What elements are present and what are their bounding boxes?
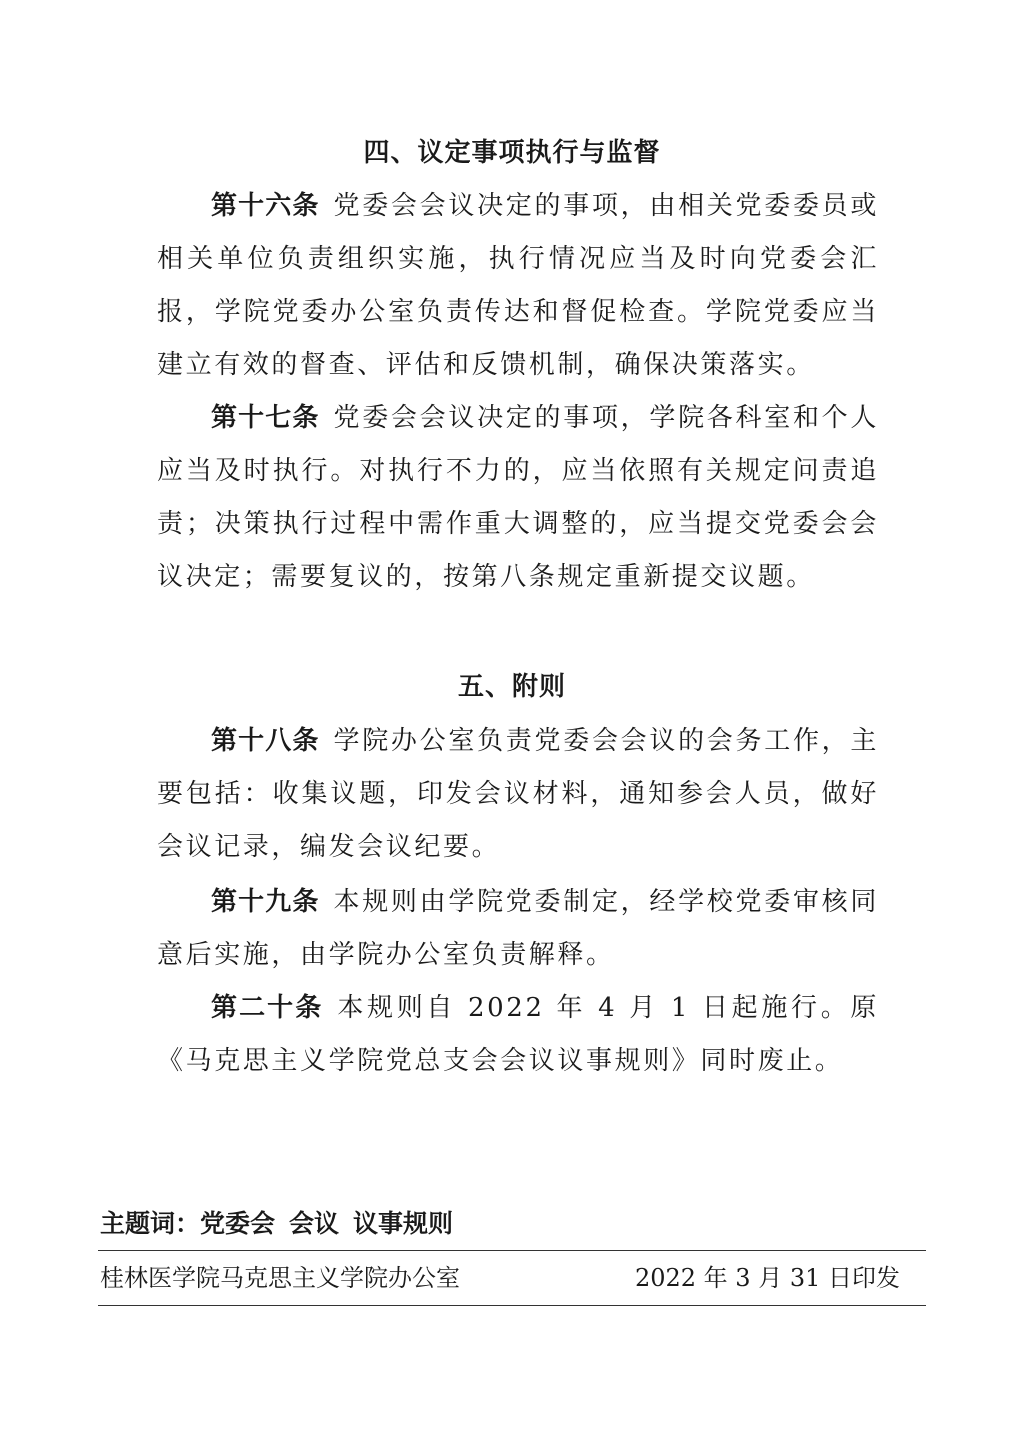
issue-date: 2022 年 3 月 31 日印发 [634,1264,900,1292]
article-17 [157,392,879,604]
article-18 [157,715,879,874]
article-label: 第二十条 [211,993,324,1023]
footer-divider-bottom [98,1305,926,1306]
keyword: 会议 [289,1209,340,1238]
section-heading-supplementary: 五、附则 [457,672,566,702]
issuance-line [100,1258,900,1298]
article-16 [157,180,879,392]
section-heading-supervision: 四、议定事项执行与监督 [363,138,661,168]
article-text: 学院办公室负责党委会会议的会务工作，主要包括：收集议题，印发会议材料，通知参会人员，做好会议记录，编发会议纪要。 [157,726,879,862]
article-label: 第十六条 [211,191,320,221]
keywords-label: 主题词： [100,1209,201,1238]
article-label: 第十八条 [211,726,320,756]
article-label: 第十九条 [211,887,320,917]
article-label: 第十七条 [211,403,320,433]
article-text: 党委会会议决定的事项，由相关党委委员或相关单位负责组织实施，执行情况应当及时向党委会汇报，学院党委办公室负责传达和督促检查。学院党委应当建立有效的督查、评估和反馈机制，确保决策落实。 [157,191,879,380]
article-20 [157,982,879,1088]
issuing-office: 桂林医学院马克思主义学院办公室 [100,1264,460,1292]
article-text: 党委会会议决定的事项，学院各科室和个人应当及时执行。对执行不力的，应当依照有关规定问责追责；决策执行过程中需作重大调整的，应当提交党委会会议决定；需要复议的，按第八条规定重新提交议题。 [157,403,879,592]
keyword: 党委会 [200,1209,276,1238]
footer-divider-top [98,1250,926,1251]
subject-keywords [100,1204,467,1244]
article-text: 本规则自 2022 年 4 月 1 日起施行。原《马克思主义学院党总支会会议议事规则》同时废止。 [157,993,879,1076]
keyword: 议事规则 [353,1209,454,1238]
article-19 [157,876,879,982]
article-text: 本规则由学院党委制定，经学校党委审核同意后实施，由学院办公室负责解释。 [157,887,879,970]
